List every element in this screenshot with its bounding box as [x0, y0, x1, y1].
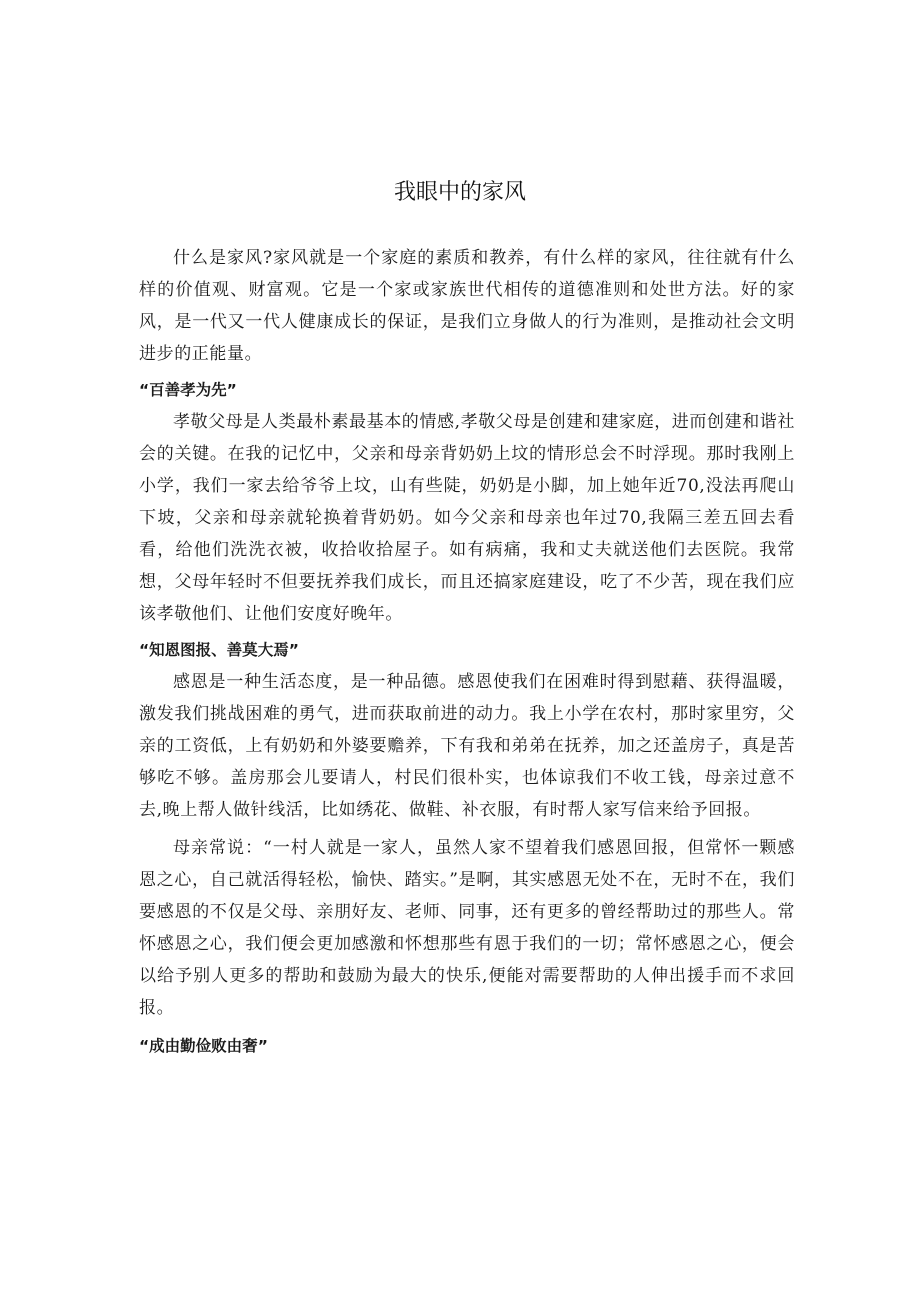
section-heading-filial-piety: “百善孝为先”: [139, 381, 237, 399]
section-paragraph: 孝敬父母是人类最朴素最基本的情感,孝敬父母是创建和建家庭，进而创建和谐社会的关键。在我的记忆中，父亲和母亲背奶奶上坟的情形总会不时浮现。那时我刚上小学，我们一家去给爷爷上坟，山有些陡，奶奶是小脚，加上她年近70,没法再爬山下坡，父亲和母亲就轮换着背奶奶。如今父亲和母亲也年过70,我隔三差五回去看看，给他们洗洗衣被，收拾收拾屋子。如有病痛，我和丈夫就送他们去医院。我常想，父母年轻时不但要抚养我们成长，而且还搞家庭建设，吃了不少苦，现在我们应该孝敬他们、让他们安度好晚年。: [139, 412, 796, 624]
section-heading-gratitude: “知恩图报、善莫大焉”: [139, 641, 299, 659]
section-paragraph: 感恩是一种生活态度，是一种品德。感恩使我们在困难时得到慰藉、获得温暖，激发我们挑战困难的勇气，进而获取前进的动力。我上小学在农村，那时家里穷，父亲的工资低，上有奶奶和外婆要赡养，下有我和弟弟在抚养，加之还盖房子，真是苦够吃不够。盖房那会儿要请人，村民们很朴实，也体谅我们不收工钱，母亲过意不去,晚上帮人做针线活，比如绣花、做鞋、补衣服，有时帮人家写信来给予回报。: [139, 672, 795, 820]
document-body: [139, 242, 795, 1062]
section-heading-thrift: “成由勤俭败由奢”: [139, 1037, 268, 1055]
intro-paragraph: 什么是家风?家风就是一个家庭的素质和教养，有什么样的家风，往往就有什么样的价值观、财富观。它是一个家或家族世代相传的道德准则和处世方法。好的家风，是一代又一代人健康成长的保证，是我们立身做人的行为准则，是推动社会文明进步的正能量。: [139, 248, 795, 364]
section-paragraph: 母亲常说：“一村人就是一家人，虽然人家不望着我们感恩回报，但常怀一颗感恩之心，自己就活得轻松，愉快、踏实。”是啊，其实感恩无处不在，无时不在，我们要感恩的不仅是父母、亲朋好友、老师、同事，还有更多的曾经帮助过的那些人。常怀感恩之心，我们便会更加感激和怀想那些有恩于我们的一切；常怀感恩之心，便会以给予别人更多的帮助和鼓励为最大的快乐,便能对需要帮助的人伸出援手而不求回报。: [139, 838, 795, 1018]
document-title: 我眼中的家风: [393, 180, 526, 205]
